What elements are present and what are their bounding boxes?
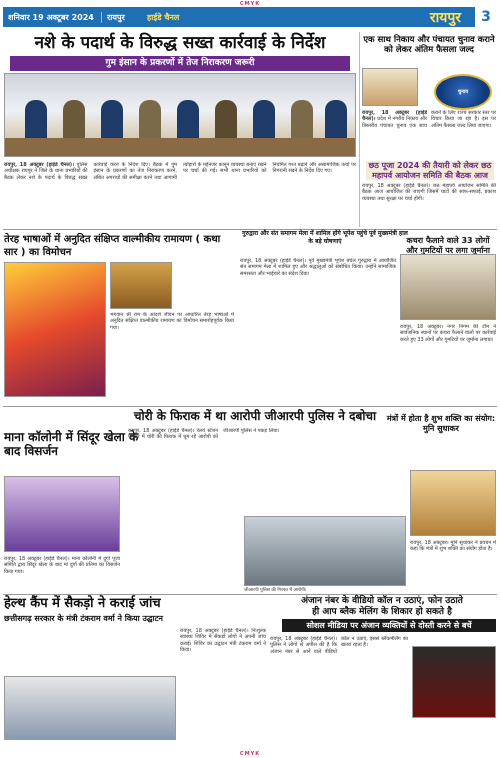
anjan-body: रायपुर, 18 अक्टूबर (हाईडे चैनल)। पुलिस ने लोगों से अपील की है कि अंजान नंबर से आने वाले वीडियो कॉल न उठाएं, इससे ब्लैकमेलिंग का खतरा रहता है। <box>270 636 408 655</box>
kachra-headline: कचरा फैलाने वाले 33 लोगों और गुमटियों पर लगा जुर्माना <box>406 236 490 255</box>
health-camp-photo <box>4 676 176 740</box>
page-number: 3 <box>475 7 497 27</box>
lead-headline: नशे के पदार्थ के विरुद्ध सख्त कार्रवाई के निर्देश <box>34 33 326 53</box>
right-top-body-text: प्रदेश में नगरीय निकाय और त्रिस्तरीय पंचायत चुनाव एक साथ कराने के लिए राज्य सरकार स्तर पर विचार किया जा रहा है। इस पर अंतिम फैसला जल्द लिया जाएगा। <box>362 110 496 129</box>
garba-photo <box>4 262 106 397</box>
lead-body <box>4 162 356 226</box>
chhath-body: रायपुर, 18 अक्टूबर (हाईडे चैनल)। छठ महापर्व आयोजन समिति की बैठक आज आयोजित की जाएगी जिसमें घाटों की साफ-सफाई, प्रकाश व्यवस्था तथा सुरक्षा पर चर्चा होगी। <box>362 183 496 202</box>
health-headline: हेल्थ कैंप में सैकड़ो ने कराई जांच <box>4 596 161 611</box>
lead-body-text: पुलिस अधीक्षक रायपुर ने जिले के थाना प्रभारियों की बैठक लेकर नशे के पदार्थ के विरुद्ध सख्त कार्रवाई करने के निर्देश दिए। बैठक में गुम इंसान के प्रकरणों का तेज निराकरण करने, लंबित अपराधों की समीक्षा करने तथा आगामी त्योहारों के मद्देनजर कानून व्यवस्था बनाए रखने पर चर्चा की गई। सभी थाना प्रभारियों को नियमित गश्त बढ़ाने और असामाजिक तत्वों पर निगरानी रखने के निर्देश दिए गए। <box>4 162 356 181</box>
header-brand: हाईडे चैनल <box>147 12 180 22</box>
cmyk-mark-top: CMYK <box>239 1 261 7</box>
health-subhead: छत्तीसगढ़ सरकार के मंत्री टंकराम वर्मा ने किया उद्घाटन <box>4 614 163 623</box>
mantra-body: रायपुर, 18 अक्टूबर। मुनि सुधाकर ने प्रवचन में कहा कि मंत्रों में शुभ शक्ति का संयोग होता है। <box>410 540 496 553</box>
page-header <box>3 7 497 27</box>
mana-photo <box>4 476 120 552</box>
mana-headline: माना कॉलोनी में सिंदूर खेला के बाद विसर्जन <box>4 430 139 458</box>
valmiki-body: भगवान श्री राम के आदर्श जीवन पर आधारित तेरह भाषाओं में अनुदित संक्षिप्त वाल्मीकीय रामायण का विमोचन समारोहपूर्वक किया गया। <box>110 312 234 331</box>
section-title: रायपुर <box>429 9 461 26</box>
election-badge-icon <box>434 74 492 110</box>
kachra-photo <box>400 254 496 320</box>
chori-headline: चोरी के फिराक में था आरोपी जीआरपी पुलिस ने दबोचा <box>133 409 377 423</box>
chhath-headline: छठ पूजा 2024 की तैयारी को लेकर छठ महापर्व आयोजन समिति की बैठक आज <box>366 161 494 180</box>
police-photo <box>244 516 406 586</box>
cmyk-mark-bottom: CMYK <box>239 751 261 757</box>
lead-dateline: रायपुर, 18 अक्टूबर (हाईडे चैनल)। <box>4 162 74 168</box>
anjan-headline-3: सोशल मीडिया पर अंजान व्यक्तियों से दोस्ती करने से बचें <box>282 619 496 632</box>
rail-body: रायपुर, 18 अक्टूबर (हाईडे चैनल)। पूर्व मुख्यमंत्री भूपेश बघेल गुरुद्वारा में आयोजित संत समागम मेला में शामिल हुए और श्रद्धालुओं को संबोधित किया। उन्होंने सामाजिक समरसता और भाईचारे का संदेश दिया। <box>240 258 396 277</box>
rail-headline: गुरुद्वारा और संत समागम मेला में शामिल होंगे भूपेश पहुंचे पूर्व मुख्यमंत्री हाल के बड़े घोषणाएं <box>242 230 408 245</box>
election-photo <box>362 68 418 106</box>
kachra-body: रायपुर, 18 अक्टूबर। नगर निगम की टीम ने सार्वजनिक स्थानों पर कचरा फैलाने वालों पर कार्रवाई करते हुए 33 लोगों और गुमटियों पर जुर्माना लगाया। <box>400 324 496 343</box>
police-caption: जीआरपी पुलिस की गिरफ्त में आरोपी। <box>244 588 307 593</box>
ramayan-release-photo <box>110 262 172 309</box>
mana-body: रायपुर, 18 अक्टूबर (हाईडे चैनल)। माना कॉलोनी में दुर्गा पूजा समिति द्वारा सिंदूर खेला के बाद मां दुर्गा की प्रतिमा का विसर्जन किया गया। <box>4 556 120 575</box>
valmiki-headline: तेरह भाषाओं में अनुदित संक्षिप्त वाल्मीकीय रामायण ( कथा सार ) का विमोचन <box>4 234 221 258</box>
right-top-headline: एक साथ निकाय और पंचायत चुनाव कराने को लेकर अंतिम फैसला जल्द <box>363 35 495 55</box>
right-top-dateline: रायपुर, 18 अक्टूबर (हाईडे चैनल)। <box>362 110 427 123</box>
election-badge-text: चुनाव <box>457 89 469 95</box>
anjan-headline-1: अंजान नंबर के वीडियो कॉल न उठाएं, फोन उठाते <box>301 596 463 606</box>
mantra-headline: मंत्रों में होता है शुभ शक्ति का संयोग: मुनि सुधाकर <box>386 414 496 433</box>
health-body: रायपुर, 18 अक्टूबर (हाईडे चैनल)। निःशुल्क स्वास्थ्य शिविर में सैकड़ों लोगों ने अपनी जांच कराई। शिविर का उद्घाटन मंत्री टंकराम वर्मा ने किया। <box>180 628 266 653</box>
lead-subhead: गुम इंसान के प्रकरणों में तेज निराकरण जरूरी <box>10 56 350 71</box>
header-city: रायपुर <box>101 12 141 23</box>
anjan-headline-2: ही आप ब्लैक मेलिंग के शिकार हो सकते है <box>312 607 452 617</box>
social-media-photo <box>412 646 496 718</box>
lead-photo <box>4 73 356 157</box>
header-date: शनिवार 19 अक्टूबर 2024 <box>8 12 94 22</box>
chori-body: रायपुर, 18 अक्टूबर (हाईडे चैनल)। रेलवे स्टेशन परिसर में चोरी की फिराक में घूम रहे आरोपी को जीआरपी पुलिस ने पकड़ लिया। <box>128 428 280 441</box>
right-top-body <box>362 110 496 158</box>
muni-photo <box>410 470 496 536</box>
